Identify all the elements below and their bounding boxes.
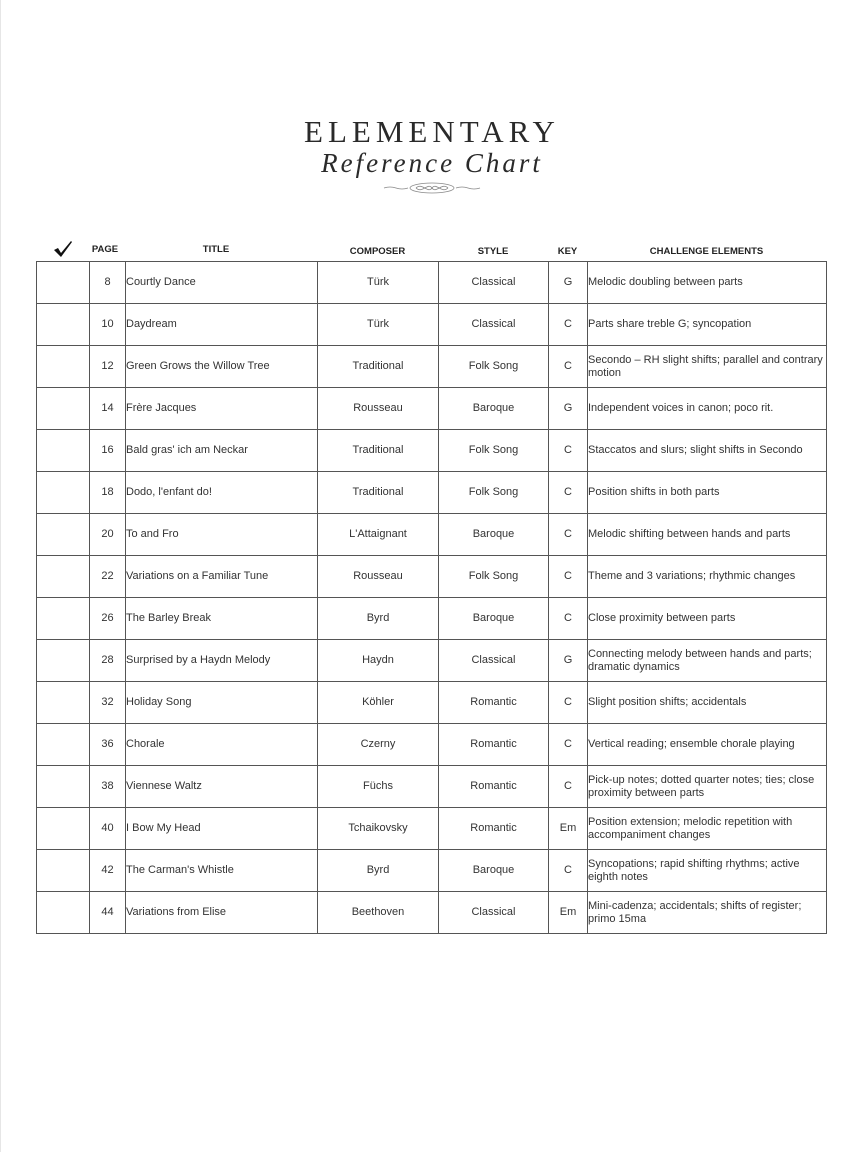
page-cell: 38 — [90, 766, 126, 808]
page-cell: 10 — [90, 304, 126, 346]
challenge-cell: Melodic shifting between hands and parts — [588, 514, 827, 556]
key-cell: G — [549, 640, 588, 682]
key-cell: C — [549, 472, 588, 514]
style-cell: Classical — [439, 892, 549, 934]
page-subtitle: Reference Chart — [321, 148, 543, 178]
composer-cell: Köhler — [318, 682, 439, 724]
table-row — [37, 556, 827, 598]
table-row — [37, 430, 827, 472]
style-cell: Romantic — [439, 808, 549, 850]
title-cell: I Bow My Head — [126, 808, 318, 850]
key-cell: C — [549, 430, 588, 472]
page-cell: 32 — [90, 682, 126, 724]
table-row — [37, 346, 827, 388]
composer-cell: Traditional — [318, 472, 439, 514]
challenge-cell: Pick-up notes; dotted quarter notes; ties; close proximity between parts — [588, 766, 827, 808]
title-cell: The Carman's Whistle — [126, 850, 318, 892]
title-cell: Green Grows the Willow Tree — [126, 346, 318, 388]
table-row — [37, 682, 827, 724]
composer-cell: Traditional — [318, 430, 439, 472]
key-cell: C — [549, 766, 588, 808]
page-cell: 36 — [90, 724, 126, 766]
page-cell: 12 — [90, 346, 126, 388]
table-row — [37, 850, 827, 892]
column-header-key: KEY — [557, 246, 578, 257]
reference-chart-table — [36, 261, 827, 934]
composer-cell: Rousseau — [318, 556, 439, 598]
column-header-composer: COMPOSER — [349, 246, 406, 257]
table-row — [37, 388, 827, 430]
challenge-cell: Position shifts in both parts — [588, 472, 827, 514]
composer-cell: Beethoven — [318, 892, 439, 934]
table-row — [37, 262, 827, 304]
style-cell: Classical — [439, 262, 549, 304]
composer-cell: Rousseau — [318, 388, 439, 430]
page-title: ELEMENTARY — [304, 114, 560, 149]
checkbox-cell[interactable] — [37, 850, 90, 892]
checkbox-cell[interactable] — [37, 598, 90, 640]
table-row — [37, 514, 827, 556]
page-cell: 44 — [90, 892, 126, 934]
checkbox-cell[interactable] — [37, 640, 90, 682]
style-cell: Folk Song — [439, 346, 549, 388]
title-cell: Daydream — [126, 304, 318, 346]
composer-cell: Türk — [318, 304, 439, 346]
checkmark-icon — [52, 239, 74, 259]
table-row — [37, 766, 827, 808]
checkbox-cell[interactable] — [37, 346, 90, 388]
composer-cell: Byrd — [318, 598, 439, 640]
key-cell: C — [549, 850, 588, 892]
page-cell: 40 — [90, 808, 126, 850]
page-cell: 22 — [90, 556, 126, 598]
table-row — [37, 724, 827, 766]
key-cell: Em — [549, 892, 588, 934]
table-row — [37, 892, 827, 934]
title-cell: Bald gras' ich am Neckar — [126, 430, 318, 472]
title-cell: Variations on a Familiar Tune — [126, 556, 318, 598]
composer-cell: Czerny — [318, 724, 439, 766]
title-cell: Holiday Song — [126, 682, 318, 724]
flourish-ornament-icon — [382, 180, 482, 196]
challenge-cell: Melodic doubling between parts — [588, 262, 827, 304]
style-cell: Baroque — [439, 388, 549, 430]
composer-cell: Byrd — [318, 850, 439, 892]
page-cell: 8 — [90, 262, 126, 304]
title-cell: To and Fro — [126, 514, 318, 556]
challenge-cell: Secondo – RH slight shifts; parallel and contrary motion — [588, 346, 827, 388]
checkbox-cell[interactable] — [37, 682, 90, 724]
composer-cell: Traditional — [318, 346, 439, 388]
page-cell: 18 — [90, 472, 126, 514]
challenge-cell: Slight position shifts; accidentals — [588, 682, 827, 724]
checkbox-cell[interactable] — [37, 808, 90, 850]
style-cell: Classical — [439, 640, 549, 682]
title-cell: Variations from Elise — [126, 892, 318, 934]
page-cell: 42 — [90, 850, 126, 892]
key-cell: Em — [549, 808, 588, 850]
table-row — [37, 598, 827, 640]
style-cell: Romantic — [439, 766, 549, 808]
column-header-title: TITLE — [202, 244, 230, 255]
title-cell: Frère Jacques — [126, 388, 318, 430]
page-cell: 26 — [90, 598, 126, 640]
key-cell: C — [549, 598, 588, 640]
challenge-cell: Vertical reading; ensemble chorale playing — [588, 724, 827, 766]
challenge-cell: Staccatos and slurs; slight shifts in Secondo — [588, 430, 827, 472]
table-row — [37, 472, 827, 514]
checkbox-cell[interactable] — [37, 724, 90, 766]
key-cell: C — [549, 724, 588, 766]
challenge-cell: Close proximity between parts — [588, 598, 827, 640]
table-row — [37, 640, 827, 682]
composer-cell: Haydn — [318, 640, 439, 682]
checkbox-cell[interactable] — [37, 472, 90, 514]
page-cell: 20 — [90, 514, 126, 556]
checkbox-cell[interactable] — [37, 388, 90, 430]
style-cell: Folk Song — [439, 430, 549, 472]
checkbox-cell[interactable] — [37, 304, 90, 346]
checkbox-cell[interactable] — [37, 892, 90, 934]
title-cell: Courtly Dance — [126, 262, 318, 304]
page-cell: 14 — [90, 388, 126, 430]
page-cell: 28 — [90, 640, 126, 682]
title-cell: Dodo, l'enfant do! — [126, 472, 318, 514]
challenge-cell: Independent voices in canon; poco rit. — [588, 388, 827, 430]
title-cell: The Barley Break — [126, 598, 318, 640]
checkbox-cell[interactable] — [37, 430, 90, 472]
column-header-challenge: CHALLENGE ELEMENTS — [649, 246, 764, 257]
challenge-cell: Connecting melody between hands and parts; dramatic dynamics — [588, 640, 827, 682]
challenge-cell: Mini-cadenza; accidentals; shifts of register; primo 15ma — [588, 892, 827, 934]
composer-cell: L'Attaignant — [318, 514, 439, 556]
title-cell: Viennese Waltz — [126, 766, 318, 808]
title-cell: Chorale — [126, 724, 318, 766]
style-cell: Folk Song — [439, 556, 549, 598]
style-cell: Baroque — [439, 850, 549, 892]
style-cell: Folk Song — [439, 472, 549, 514]
composer-cell: Füchs — [318, 766, 439, 808]
composer-cell: Türk — [318, 262, 439, 304]
checkbox-cell[interactable] — [37, 514, 90, 556]
key-cell: C — [549, 556, 588, 598]
page-cell: 16 — [90, 430, 126, 472]
style-cell: Romantic — [439, 682, 549, 724]
key-cell: C — [549, 304, 588, 346]
table-row — [37, 808, 827, 850]
challenge-cell: Position extension; melodic repetition with accompaniment changes — [588, 808, 827, 850]
style-cell: Classical — [439, 304, 549, 346]
key-cell: C — [549, 514, 588, 556]
challenge-cell: Parts share treble G; syncopation — [588, 304, 827, 346]
composer-cell: Tchaikovsky — [318, 808, 439, 850]
style-cell: Baroque — [439, 598, 549, 640]
challenge-cell: Syncopations; rapid shifting rhythms; active eighth notes — [588, 850, 827, 892]
table-row — [37, 304, 827, 346]
column-header-page: PAGE — [91, 244, 119, 255]
style-cell: Romantic — [439, 724, 549, 766]
challenge-cell: Theme and 3 variations; rhythmic changes — [588, 556, 827, 598]
checkbox-cell[interactable] — [37, 556, 90, 598]
title-cell: Surprised by a Haydn Melody — [126, 640, 318, 682]
key-cell: C — [549, 346, 588, 388]
checkbox-cell[interactable] — [37, 262, 90, 304]
column-header-style: STYLE — [477, 246, 509, 257]
key-cell: G — [549, 388, 588, 430]
key-cell: G — [549, 262, 588, 304]
key-cell: C — [549, 682, 588, 724]
checkbox-cell[interactable] — [37, 766, 90, 808]
style-cell: Baroque — [439, 514, 549, 556]
